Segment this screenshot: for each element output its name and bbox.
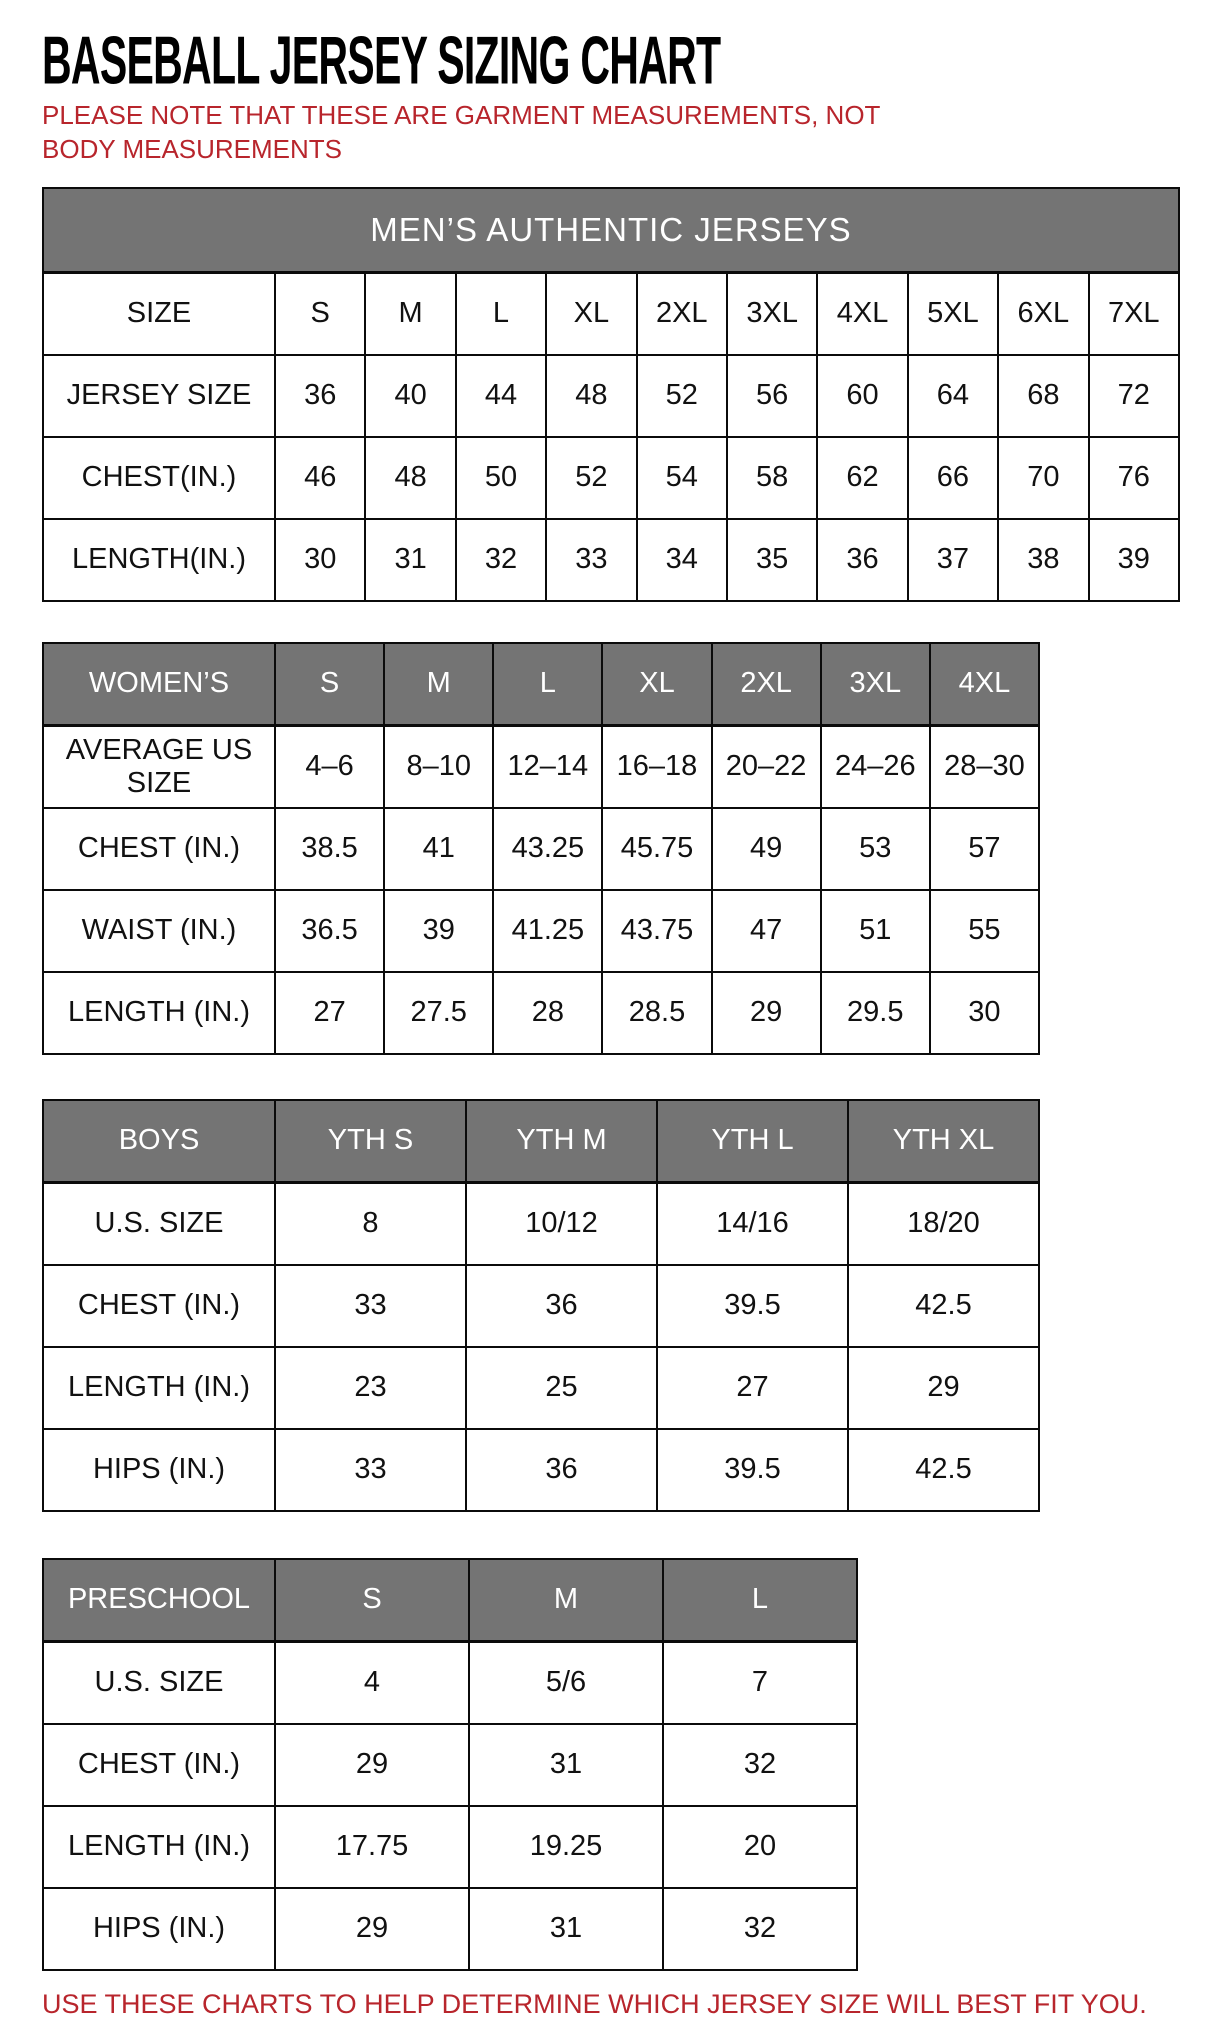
column-header: 4XL bbox=[930, 643, 1039, 726]
mens-group-label: SIZE bbox=[43, 272, 275, 355]
size-value: 68 bbox=[998, 355, 1088, 437]
size-value: 20 bbox=[663, 1806, 857, 1888]
size-value: 29 bbox=[275, 1724, 469, 1806]
table-row bbox=[43, 355, 1179, 437]
row-label: LENGTH(IN.) bbox=[43, 519, 275, 601]
column-header: XL bbox=[602, 643, 711, 726]
size-value: 50 bbox=[456, 437, 546, 519]
mens-sizing-table bbox=[42, 187, 1180, 602]
size-value: 8–10 bbox=[384, 725, 493, 808]
size-value: 55 bbox=[930, 890, 1039, 972]
column-header: 7XL bbox=[1089, 272, 1179, 355]
size-value: 30 bbox=[275, 519, 365, 601]
column-header: M bbox=[384, 643, 493, 726]
size-value: 7 bbox=[663, 1641, 857, 1724]
row-label: LENGTH (IN.) bbox=[43, 972, 275, 1054]
size-value: 64 bbox=[908, 355, 998, 437]
size-value: 42.5 bbox=[848, 1265, 1039, 1347]
size-value: 72 bbox=[1089, 355, 1179, 437]
row-label: AVERAGE US SIZE bbox=[43, 725, 275, 808]
row-label: U.S. SIZE bbox=[43, 1182, 275, 1265]
size-value: 19.25 bbox=[469, 1806, 663, 1888]
size-value: 36 bbox=[466, 1265, 657, 1347]
size-value: 54 bbox=[637, 437, 727, 519]
size-value: 44 bbox=[456, 355, 546, 437]
size-value: 27.5 bbox=[384, 972, 493, 1054]
size-value: 33 bbox=[275, 1429, 466, 1511]
row-label: JERSEY SIZE bbox=[43, 355, 275, 437]
size-value: 36 bbox=[466, 1429, 657, 1511]
size-value: 31 bbox=[469, 1888, 663, 1970]
size-value: 8 bbox=[275, 1182, 466, 1265]
row-label: CHEST (IN.) bbox=[43, 808, 275, 890]
column-header: YTH XL bbox=[848, 1100, 1039, 1183]
size-value: 45.75 bbox=[602, 808, 711, 890]
size-value: 42.5 bbox=[848, 1429, 1039, 1511]
column-header: 2XL bbox=[712, 643, 821, 726]
size-value: 39.5 bbox=[657, 1429, 848, 1511]
preschool-header-row bbox=[43, 1559, 857, 1642]
size-value: 29 bbox=[712, 972, 821, 1054]
column-header: L bbox=[456, 272, 546, 355]
size-value: 16–18 bbox=[602, 725, 711, 808]
size-value: 28.5 bbox=[602, 972, 711, 1054]
column-header: L bbox=[493, 643, 602, 726]
mens-banner-row bbox=[43, 188, 1179, 273]
size-value: 25 bbox=[466, 1347, 657, 1429]
size-value: 17.75 bbox=[275, 1806, 469, 1888]
column-header: 4XL bbox=[817, 272, 907, 355]
row-label: WAIST (IN.) bbox=[43, 890, 275, 972]
preschool-group-label: PRESCHOOL bbox=[43, 1559, 275, 1642]
size-value: 4 bbox=[275, 1641, 469, 1724]
size-value: 41.25 bbox=[493, 890, 602, 972]
size-value: 33 bbox=[275, 1265, 466, 1347]
size-value: 31 bbox=[365, 519, 455, 601]
size-value: 23 bbox=[275, 1347, 466, 1429]
row-label: HIPS (IN.) bbox=[43, 1888, 275, 1970]
size-value: 32 bbox=[663, 1724, 857, 1806]
womens-sizing-table bbox=[42, 642, 1040, 1055]
size-value: 27 bbox=[275, 972, 384, 1054]
preschool-sizing-table bbox=[42, 1558, 858, 1971]
size-value: 56 bbox=[727, 355, 817, 437]
column-header: 3XL bbox=[727, 272, 817, 355]
column-header: 3XL bbox=[821, 643, 930, 726]
table-row bbox=[43, 1806, 857, 1888]
column-header: 2XL bbox=[637, 272, 727, 355]
size-value: 29 bbox=[848, 1347, 1039, 1429]
size-value: 38.5 bbox=[275, 808, 384, 890]
row-label: CHEST (IN.) bbox=[43, 1724, 275, 1806]
size-value: 51 bbox=[821, 890, 930, 972]
boys-group-label: BOYS bbox=[43, 1100, 275, 1183]
table-row bbox=[43, 725, 1039, 808]
size-value: 29.5 bbox=[821, 972, 930, 1054]
row-label: CHEST (IN.) bbox=[43, 1265, 275, 1347]
size-value: 38 bbox=[998, 519, 1088, 601]
column-header: M bbox=[469, 1559, 663, 1642]
row-label: LENGTH (IN.) bbox=[43, 1806, 275, 1888]
size-value: 36 bbox=[817, 519, 907, 601]
size-value: 66 bbox=[908, 437, 998, 519]
size-value: 33 bbox=[546, 519, 636, 601]
size-value: 32 bbox=[456, 519, 546, 601]
size-value: 70 bbox=[998, 437, 1088, 519]
size-value: 39.5 bbox=[657, 1265, 848, 1347]
table-row bbox=[43, 808, 1039, 890]
table-row bbox=[43, 519, 1179, 601]
size-value: 43.25 bbox=[493, 808, 602, 890]
mens-banner: MEN’S AUTHENTIC JERSEYS bbox=[43, 188, 1179, 273]
size-value: 62 bbox=[817, 437, 907, 519]
womens-group-label: WOMEN’S bbox=[43, 643, 275, 726]
size-value: 18/20 bbox=[848, 1182, 1039, 1265]
size-value: 48 bbox=[365, 437, 455, 519]
size-value: 37 bbox=[908, 519, 998, 601]
column-header: S bbox=[275, 643, 384, 726]
column-header: YTH S bbox=[275, 1100, 466, 1183]
boys-header-row bbox=[43, 1100, 1039, 1183]
size-value: 30 bbox=[930, 972, 1039, 1054]
size-value: 39 bbox=[384, 890, 493, 972]
size-value: 49 bbox=[712, 808, 821, 890]
size-value: 57 bbox=[930, 808, 1039, 890]
size-value: 4–6 bbox=[275, 725, 384, 808]
column-header: S bbox=[275, 1559, 469, 1642]
fit-advice-footer: USE THESE CHARTS TO HELP DETERMINE WHICH JERSEY SIZE WILL BEST FIT YOU. bbox=[42, 1988, 1147, 2019]
column-header: S bbox=[275, 272, 365, 355]
table-row bbox=[43, 1347, 1039, 1429]
size-value: 24–26 bbox=[821, 725, 930, 808]
size-value: 76 bbox=[1089, 437, 1179, 519]
size-value: 10/12 bbox=[466, 1182, 657, 1265]
table-row bbox=[43, 1641, 857, 1724]
size-value: 32 bbox=[663, 1888, 857, 1970]
garment-measurement-note: PLEASE NOTE THAT THESE ARE GARMENT MEASUREMENTS, NOT BODY MEASUREMENTS bbox=[42, 100, 880, 165]
size-value: 53 bbox=[821, 808, 930, 890]
size-value: 34 bbox=[637, 519, 727, 601]
size-value: 52 bbox=[637, 355, 727, 437]
size-value: 36 bbox=[275, 355, 365, 437]
size-value: 31 bbox=[469, 1724, 663, 1806]
table-row bbox=[43, 890, 1039, 972]
size-value: 46 bbox=[275, 437, 365, 519]
column-header: M bbox=[365, 272, 455, 355]
size-value: 28 bbox=[493, 972, 602, 1054]
size-value: 60 bbox=[817, 355, 907, 437]
size-value: 36.5 bbox=[275, 890, 384, 972]
row-label: U.S. SIZE bbox=[43, 1641, 275, 1724]
size-value: 5/6 bbox=[469, 1641, 663, 1724]
mens-header-row bbox=[43, 272, 1179, 355]
table-row bbox=[43, 1429, 1039, 1511]
column-header: YTH L bbox=[657, 1100, 848, 1183]
column-header: YTH M bbox=[466, 1100, 657, 1183]
size-value: 52 bbox=[546, 437, 636, 519]
size-value: 48 bbox=[546, 355, 636, 437]
row-label: HIPS (IN.) bbox=[43, 1429, 275, 1511]
column-header: 6XL bbox=[998, 272, 1088, 355]
column-header: 5XL bbox=[908, 272, 998, 355]
table-row bbox=[43, 1888, 857, 1970]
table-row bbox=[43, 972, 1039, 1054]
size-value: 35 bbox=[727, 519, 817, 601]
table-row bbox=[43, 1724, 857, 1806]
boys-sizing-table bbox=[42, 1099, 1040, 1512]
size-value: 58 bbox=[727, 437, 817, 519]
womens-header-row bbox=[43, 643, 1039, 726]
size-value: 28–30 bbox=[930, 725, 1039, 808]
column-header: XL bbox=[546, 272, 636, 355]
size-value: 40 bbox=[365, 355, 455, 437]
size-value: 47 bbox=[712, 890, 821, 972]
size-value: 29 bbox=[275, 1888, 469, 1970]
table-row bbox=[43, 1182, 1039, 1265]
size-value: 14/16 bbox=[657, 1182, 848, 1265]
table-row bbox=[43, 1265, 1039, 1347]
table-row bbox=[43, 437, 1179, 519]
row-label: CHEST(IN.) bbox=[43, 437, 275, 519]
size-value: 12–14 bbox=[493, 725, 602, 808]
size-value: 41 bbox=[384, 808, 493, 890]
size-value: 20–22 bbox=[712, 725, 821, 808]
row-label: LENGTH (IN.) bbox=[43, 1347, 275, 1429]
size-value: 43.75 bbox=[602, 890, 711, 972]
page-title: BASEBALL JERSEY SIZING CHART bbox=[42, 23, 721, 99]
size-value: 27 bbox=[657, 1347, 848, 1429]
size-value: 39 bbox=[1089, 519, 1179, 601]
column-header: L bbox=[663, 1559, 857, 1642]
